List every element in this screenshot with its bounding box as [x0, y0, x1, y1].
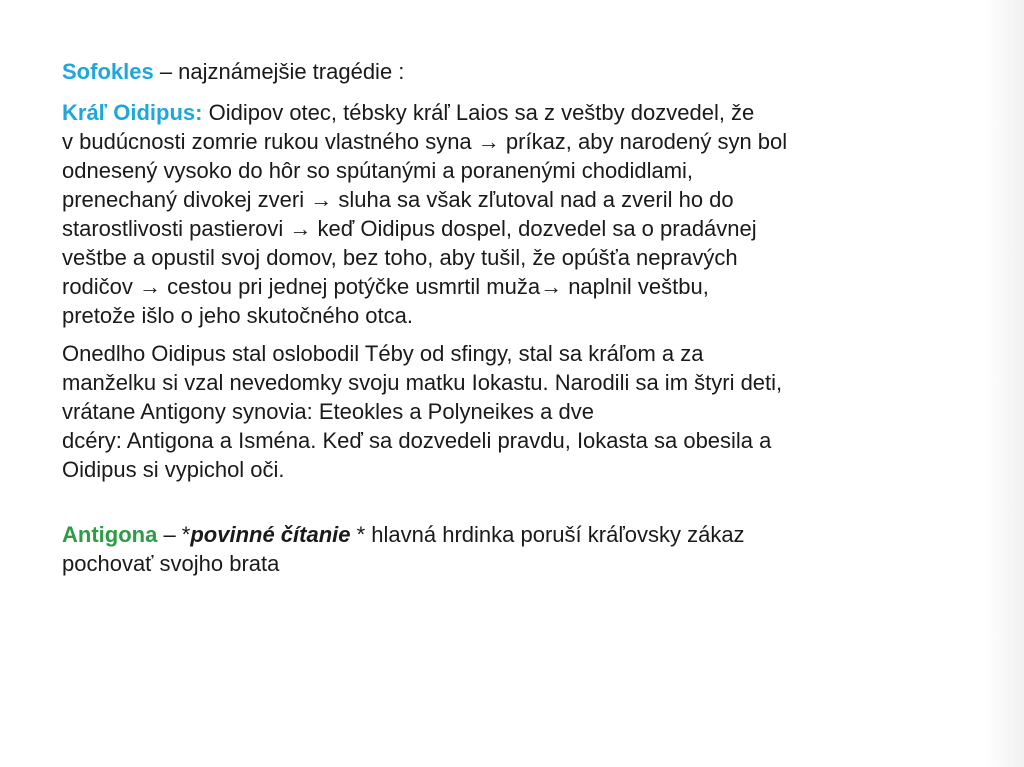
keyword-kral-oidipus: Kráľ Oidipus:	[62, 100, 203, 125]
emphasis-povinne-citanie: povinné čítanie	[190, 522, 351, 547]
paragraph-sofokles	[62, 57, 992, 86]
paragraph-antigona-sep: – *	[157, 522, 191, 547]
keyword-sofokles: Sofokles	[62, 59, 154, 84]
paragraph-kral-oidipus-text: Oidipov otec, tébsky kráľ Laios sa z veštby dozvedel, že v budúcnosti zomrie rukou vlastného syna → príkaz, aby narodený syn bol odnesený vysoko do hôr so spútanými a poranenými chodidlami, prenechaný divokej zveri → sluha sa však zľutoval nad a zveril ho do starostlivosti pastierovi → keď Oidipus dospel, dozvedel sa o pradávnej veštbe a opustil svoj domov, bez toho, aby tušil, že opúšťa nepravých rodičov → cestou pri jednej potýčke usmrtil muža→ naplnil veštbu, pretože išlo o jeho skutočného otca.	[62, 100, 788, 328]
paragraph-antigona	[62, 520, 992, 578]
paragraph-sofokles-text: – najznámejšie tragédie :	[153, 59, 405, 84]
keyword-antigona: Antigona	[62, 522, 158, 547]
paragraph-spacer	[62, 493, 992, 520]
slide-content	[62, 57, 992, 587]
paragraph-onedlho: Onedlho Oidipus stal oslobodil Téby od sfingy, stal sa kráľom a za manželku si vzal nevedomky svoju matku Iokastu. Narodili sa im štyri deti, vrátane Antigony synovia: Eteokles a Polyneikes a dve dcéry: Antigona a Isména. Keď sa dozvedeli pravdu, Iokasta sa obesila a Oidipus si vypichol oči.	[62, 341, 783, 482]
paragraph-kral-oidipus	[62, 98, 992, 330]
paragraph-antigona-text: * hlavná hrdinka poruší kráľovsky zákaz pochovať svojho brata	[62, 522, 745, 576]
